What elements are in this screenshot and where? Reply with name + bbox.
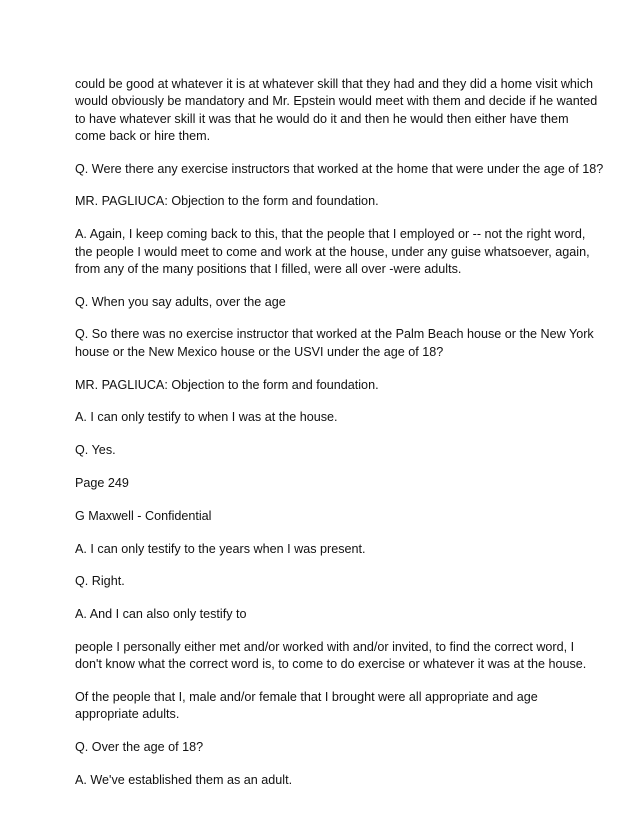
text-line: to have whatever skill it was that he would do it and then he would then either have them <box>75 111 569 126</box>
paragraph-13 <box>75 573 578 590</box>
text-line: appropriate adults. <box>75 707 180 722</box>
text-line: Q. Over the age of 18? <box>75 740 204 755</box>
confidential-label <box>75 508 578 525</box>
paragraph-3 <box>75 193 578 210</box>
text-line: Q. Yes. <box>75 443 116 458</box>
text-line: MR. PAGLIUCA: Objection to the form and foundation. <box>75 194 379 209</box>
text-line: Page 249 <box>75 475 129 490</box>
paragraph-7 <box>75 377 578 394</box>
text-line: Q. Right. <box>75 574 125 589</box>
paragraph-5 <box>75 294 578 311</box>
text-line: Q. So there was no exercise instructor that worked at the Palm Beach house or the New York <box>75 327 594 342</box>
paragraph-16 <box>75 689 578 724</box>
text-line: G Maxwell - Confidential <box>75 508 212 523</box>
text-line: Of the people that I, male and/or female that I brought were all appropriate and age <box>75 690 538 705</box>
paragraph-2 <box>75 161 604 178</box>
text-line: A. And I can also only testify to <box>75 607 247 622</box>
paragraph-15 <box>75 639 587 674</box>
paragraph-4 <box>75 226 590 278</box>
text-line: Q. When you say adults, over the age <box>75 294 286 309</box>
paragraph-1 <box>75 76 598 145</box>
text-line: don't know what the correct word is, to come to do exercise or whatever it was at the house. <box>75 657 587 672</box>
text-line: from any of the many positions that I filled, were all over -were adults. <box>75 261 462 276</box>
paragraph-12 <box>75 541 578 558</box>
transcript-body <box>75 76 604 789</box>
text-line: A. I can only testify to when I was at the house. <box>75 410 338 425</box>
paragraph-9 <box>75 442 578 459</box>
text-line: could be good at whatever it is at whatever skill that they had and they did a home visit which <box>75 77 594 91</box>
paragraph-18 <box>75 772 578 789</box>
text-line: come back or hire them. <box>75 128 211 143</box>
text-line: the people I would meet to come and work at the house, under any guise whatsoever, again, <box>75 244 590 259</box>
text-line: people I personally either met and/or worked with and/or invited, to find the correct word, I <box>75 639 575 654</box>
text-line: Q. Were there any exercise instructors that worked at the home that were under the age of 18? <box>75 161 604 176</box>
paragraph-6 <box>75 326 594 361</box>
text-line: A. We've established them as an adult. <box>75 772 293 787</box>
text-line: house or the New Mexico house or the USVI under the age of 18? <box>75 344 444 359</box>
text-line: A. Again, I keep coming back to this, that the people that I employed or -- not the right word, <box>75 227 586 242</box>
text-line: A. I can only testify to the years when I was present. <box>75 541 366 556</box>
paragraph-17 <box>75 739 578 756</box>
text-line: MR. PAGLIUCA: Objection to the form and foundation. <box>75 377 379 392</box>
page-number-label <box>75 475 578 492</box>
text-line: would obviously be mandatory and Mr. Epstein would meet with them and decide if he wanted <box>75 94 598 109</box>
paragraph-8 <box>75 409 578 426</box>
paragraph-14 <box>75 606 578 623</box>
